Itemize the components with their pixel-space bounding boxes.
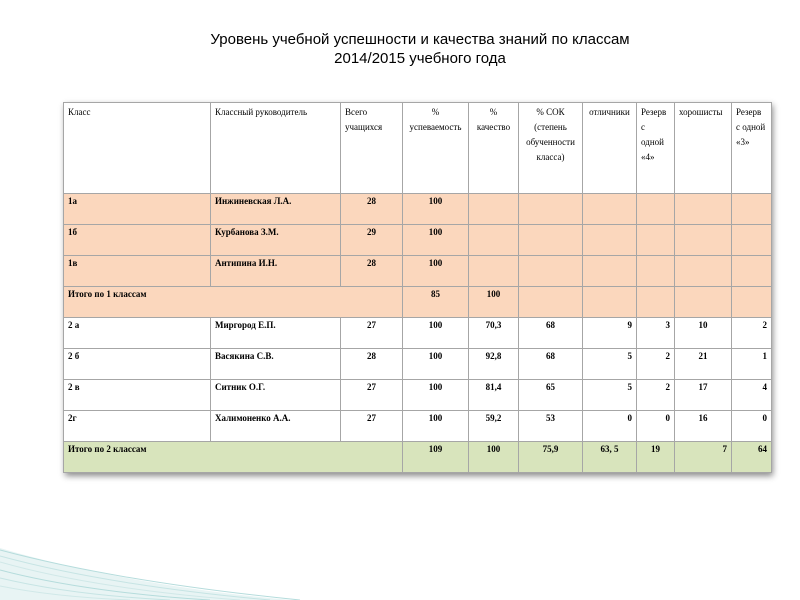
title-line-2: 2014/2015 учебного года <box>334 50 506 67</box>
cell-success: 100 <box>403 411 469 442</box>
table-row-1a <box>64 194 772 225</box>
cell-quality: 92,8 <box>469 349 519 380</box>
header-reserve-4: Резерв с одной «4» <box>637 103 675 194</box>
cell-reserve-3: 1 <box>732 349 772 380</box>
ribbon-fill <box>0 548 290 600</box>
cell-teacher: Курбанова З.М. <box>211 225 341 256</box>
header-reserve-3: Резерв с одной «3» <box>732 103 772 194</box>
cell-total-label: Итого по 2 классам <box>64 442 403 473</box>
table-row-1b <box>64 225 772 256</box>
cell-class: 1в <box>64 256 211 287</box>
cell-reserve-4 <box>637 194 675 225</box>
cell-quality: 59,2 <box>469 411 519 442</box>
cell-excellent: 19 <box>637 442 675 473</box>
cell-reserve-4: 0 <box>637 411 675 442</box>
cell-class: 2г <box>64 411 211 442</box>
cell-total-label: Итого по 1 классам <box>64 287 403 318</box>
cell-teacher: Миргород Е.П. <box>211 318 341 349</box>
cell-empty <box>675 287 732 318</box>
cell-reserve-3 <box>732 256 772 287</box>
cell-class: 2 в <box>64 380 211 411</box>
table-row-1v <box>64 256 772 287</box>
page-title <box>150 30 690 68</box>
header-row <box>64 103 772 194</box>
table-row-total-grade-1 <box>64 287 772 318</box>
cell-reserve-4: 7 <box>675 442 732 473</box>
cell-class: 2 б <box>64 349 211 380</box>
cell-sok: 65 <box>519 380 583 411</box>
header-good: хорошисты <box>675 103 732 194</box>
cell-quality: 70,3 <box>469 318 519 349</box>
results-table <box>63 102 772 473</box>
cell-success: 100 <box>403 256 469 287</box>
cell-reserve-3: 2 <box>732 318 772 349</box>
cell-success: 100 <box>469 442 519 473</box>
cell-quality <box>469 194 519 225</box>
cell-reserve-4: 2 <box>637 349 675 380</box>
cell-success: 100 <box>403 380 469 411</box>
table-row-2b <box>64 349 772 380</box>
cell-total: 27 <box>341 318 403 349</box>
cell-teacher: Инжиневская Л.А. <box>211 194 341 225</box>
cell-total: 27 <box>341 411 403 442</box>
cell-good <box>675 194 732 225</box>
header-excellent: отличники <box>583 103 637 194</box>
cell-sok <box>519 225 583 256</box>
cell-good <box>675 256 732 287</box>
cell-reserve-4 <box>637 256 675 287</box>
header-quality-percent: % качество <box>469 103 519 194</box>
cell-class: 1а <box>64 194 211 225</box>
cell-success: 100 <box>469 287 519 318</box>
cell-teacher: Васякина С.В. <box>211 349 341 380</box>
cell-total: 109 <box>403 442 469 473</box>
table-row-2v <box>64 380 772 411</box>
cell-teacher: Халимоненко А.А. <box>211 411 341 442</box>
header-success-percent: % успеваемость <box>403 103 469 194</box>
cell-good: 17 <box>675 380 732 411</box>
cell-success: 100 <box>403 225 469 256</box>
cell-reserve-3 <box>732 194 772 225</box>
cell-excellent <box>583 225 637 256</box>
cell-success: 100 <box>403 318 469 349</box>
cell-excellent: 0 <box>583 411 637 442</box>
cell-success: 100 <box>403 194 469 225</box>
cell-reserve-4: 2 <box>637 380 675 411</box>
cell-teacher: Антипина И.Н. <box>211 256 341 287</box>
cell-empty <box>637 287 675 318</box>
cell-reserve-3: 4 <box>732 380 772 411</box>
cell-teacher: Ситник О.Г. <box>211 380 341 411</box>
cell-quality <box>469 225 519 256</box>
cell-empty <box>583 287 637 318</box>
cell-sok <box>519 256 583 287</box>
cell-quality <box>469 256 519 287</box>
cell-reserve-4 <box>637 225 675 256</box>
cell-empty <box>519 287 583 318</box>
cell-reserve-3 <box>732 225 772 256</box>
cell-excellent: 5 <box>583 349 637 380</box>
cell-excellent <box>583 194 637 225</box>
cell-class: 1б <box>64 225 211 256</box>
cell-good <box>675 225 732 256</box>
results-table-container <box>63 102 771 473</box>
cell-empty <box>732 287 772 318</box>
cell-total: 29 <box>341 225 403 256</box>
cell-quality: 75,9 <box>519 442 583 473</box>
cell-reserve-4: 3 <box>637 318 675 349</box>
cell-total: 28 <box>341 256 403 287</box>
cell-excellent <box>583 256 637 287</box>
cell-good: 21 <box>675 349 732 380</box>
cell-sok <box>519 194 583 225</box>
cell-total: 27 <box>341 380 403 411</box>
decorative-ribbon <box>0 490 800 600</box>
cell-success: 100 <box>403 349 469 380</box>
cell-good: 16 <box>675 411 732 442</box>
cell-total: 28 <box>341 194 403 225</box>
cell-good: 10 <box>675 318 732 349</box>
table-row-2g <box>64 411 772 442</box>
header-class: Класс <box>64 103 211 194</box>
table-row-2a <box>64 318 772 349</box>
cell-total: 28 <box>341 349 403 380</box>
cell-reserve-3: 0 <box>732 411 772 442</box>
cell-sok: 63, 5 <box>583 442 637 473</box>
cell-class: 2 а <box>64 318 211 349</box>
header-sok-percent: % СОК (степень обученности класса) <box>519 103 583 194</box>
cell-excellent: 5 <box>583 380 637 411</box>
cell-total: 85 <box>403 287 469 318</box>
cell-sok: 68 <box>519 349 583 380</box>
table-row-total-grade-2 <box>64 442 772 473</box>
title-line-1: Уровень учебной успешности и качества знаний по классам <box>210 31 630 48</box>
header-total-students: Всего учащихся <box>341 103 403 194</box>
cell-excellent: 9 <box>583 318 637 349</box>
cell-quality: 81,4 <box>469 380 519 411</box>
cell-sok: 53 <box>519 411 583 442</box>
cell-sok: 68 <box>519 318 583 349</box>
header-teacher: Классный руководитель <box>211 103 341 194</box>
cell-good: 64 <box>732 442 772 473</box>
